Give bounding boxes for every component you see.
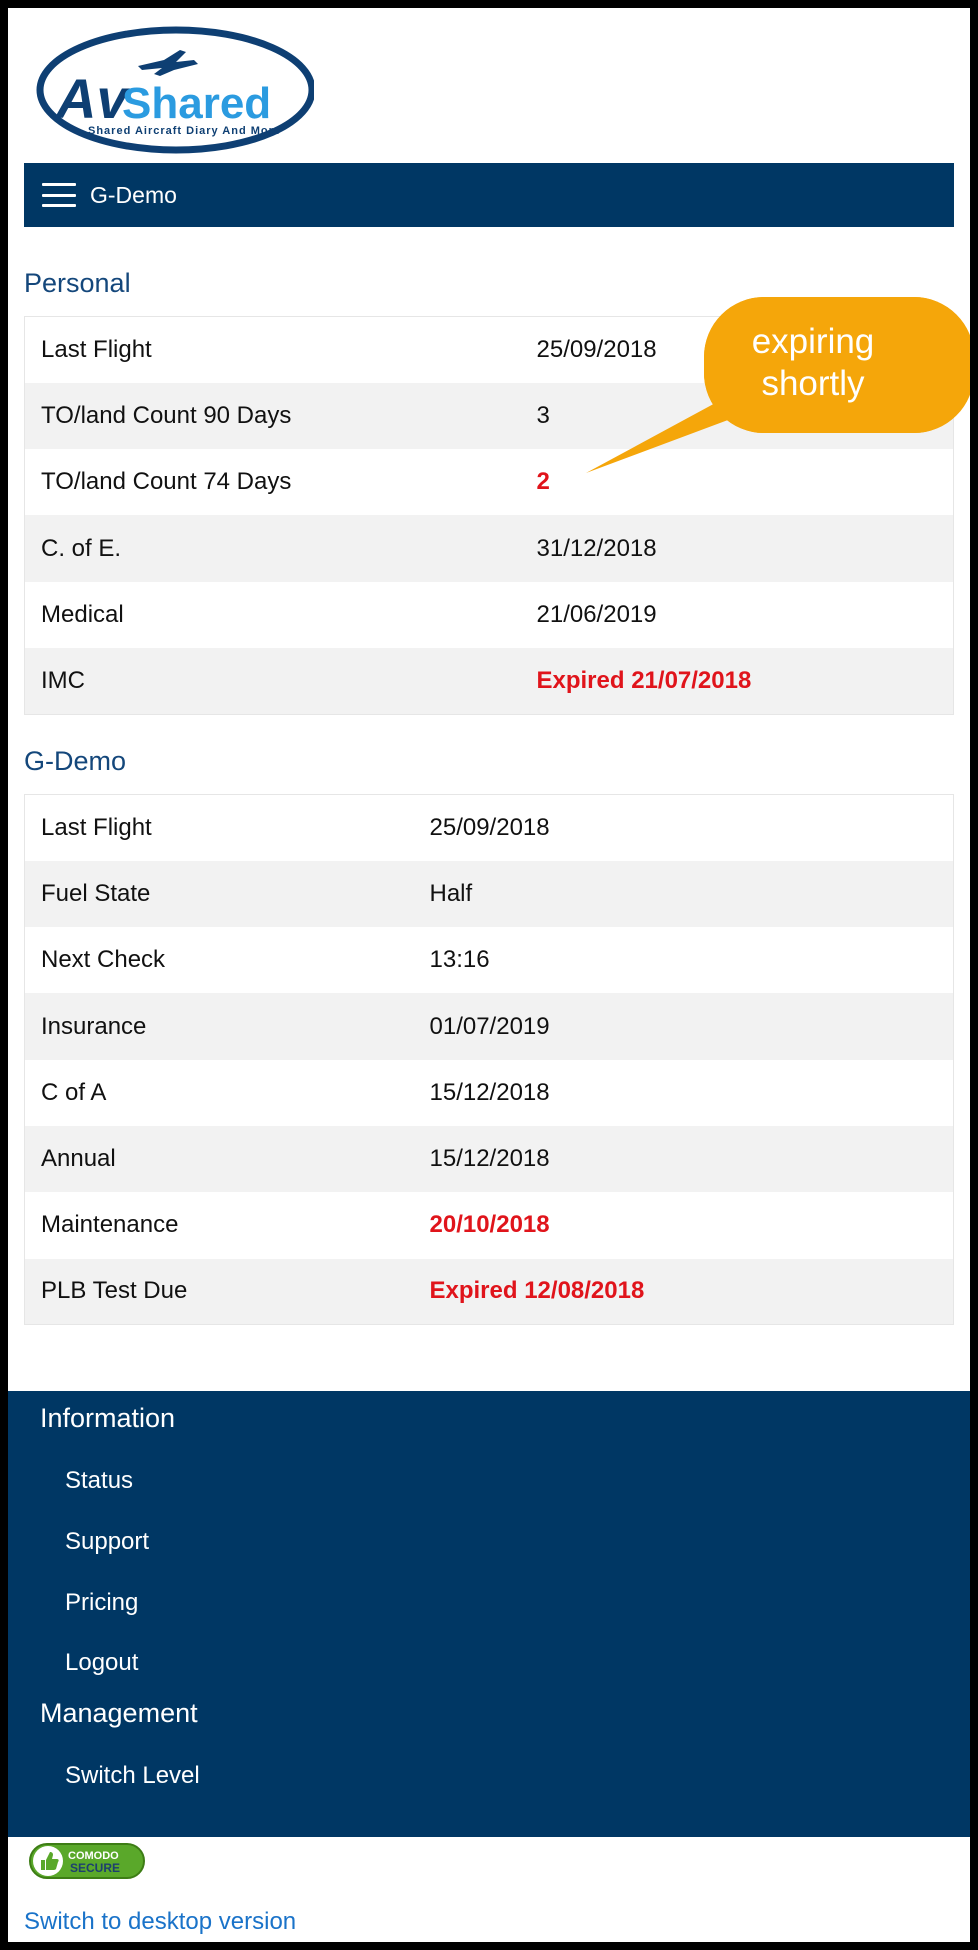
- personal-section-title: Personal: [24, 268, 131, 298]
- table-row: [25, 1259, 954, 1325]
- callout-text: [698, 321, 928, 405]
- table-row: [25, 1126, 954, 1192]
- table-row: [25, 927, 954, 993]
- row-value: 21/06/2019: [536, 600, 657, 628]
- row-value: 01/07/2019: [414, 993, 954, 1059]
- row-label: C of A: [41, 1078, 107, 1106]
- row-label: TO/land Count 74 Days: [41, 468, 292, 496]
- footer-link-support[interactable]: Support: [65, 1528, 150, 1555]
- comodo-secure-badge[interactable]: [28, 1840, 146, 1882]
- row-value: 2: [536, 468, 550, 496]
- row-label: TO/land Count 90 Days: [25, 383, 521, 449]
- top-navbar: [24, 163, 954, 227]
- row-label: Last Flight: [41, 813, 152, 841]
- avshared-logo[interactable]: [34, 22, 314, 156]
- row-label: Last Flight: [41, 335, 152, 363]
- row-value: 15/12/2018: [414, 1126, 954, 1192]
- row-value: 31/12/2018: [521, 515, 954, 581]
- table-row: [25, 1192, 954, 1258]
- row-label: C. of E.: [25, 515, 521, 581]
- row-label: Annual: [25, 1126, 414, 1192]
- logo-brand-shared: Shared: [122, 79, 272, 128]
- badge-line-2: SECURE: [70, 1861, 121, 1875]
- footer-link-pricing[interactable]: Pricing: [65, 1589, 139, 1616]
- row-label: Next Check: [41, 946, 166, 974]
- row-value: 25/09/2018: [536, 335, 657, 363]
- footer-link-switch-level[interactable]: Switch Level: [65, 1762, 200, 1789]
- row-label: Maintenance: [41, 1211, 179, 1239]
- table-row: [25, 1060, 954, 1126]
- badge-line-1: COMODO: [68, 1850, 119, 1862]
- hamburger-icon[interactable]: [42, 181, 76, 209]
- footer-link-logout[interactable]: Logout: [65, 1649, 139, 1676]
- aircraft-table: [24, 794, 954, 1325]
- aircraft-title: G-Demo: [90, 181, 177, 208]
- logo-tagline: Shared Aircraft Diary And More: [88, 125, 282, 137]
- row-value: 13:16: [429, 946, 490, 974]
- switch-to-desktop-link[interactable]: Switch to desktop version: [24, 1908, 297, 1935]
- row-value: 15/12/2018: [429, 1078, 550, 1106]
- row-value: 20/10/2018: [429, 1211, 550, 1239]
- logo-brand-av: Av: [56, 67, 128, 130]
- row-value: 25/09/2018: [429, 813, 550, 841]
- table-row: [25, 795, 954, 861]
- footer-link-status[interactable]: Status: [65, 1467, 134, 1494]
- aircraft-section-title: G-Demo: [24, 746, 127, 776]
- airplane-icon: [138, 50, 198, 76]
- table-row: [25, 515, 954, 581]
- footer-menu: [8, 1391, 970, 1837]
- page-frame: [8, 8, 970, 1942]
- callout-line-2: shortly: [761, 364, 865, 403]
- row-label: IMC: [25, 648, 521, 714]
- table-row: [25, 993, 954, 1059]
- footer-management-heading: Management: [40, 1698, 198, 1728]
- row-value: Expired 12/08/2018: [414, 1259, 954, 1325]
- row-label: Insurance: [25, 993, 414, 1059]
- row-value: 3: [521, 383, 954, 449]
- row-label: PLB Test Due: [25, 1259, 414, 1325]
- row-label: Fuel State: [25, 861, 414, 927]
- row-label: Medical: [41, 600, 124, 628]
- table-row: [25, 582, 954, 648]
- footer-information-heading: Information: [40, 1403, 176, 1433]
- row-value: Expired 21/07/2018: [521, 648, 954, 714]
- row-value: Half: [414, 861, 954, 927]
- table-row: [25, 648, 954, 714]
- table-row: [25, 861, 954, 927]
- callout-line-1: expiring: [751, 322, 875, 361]
